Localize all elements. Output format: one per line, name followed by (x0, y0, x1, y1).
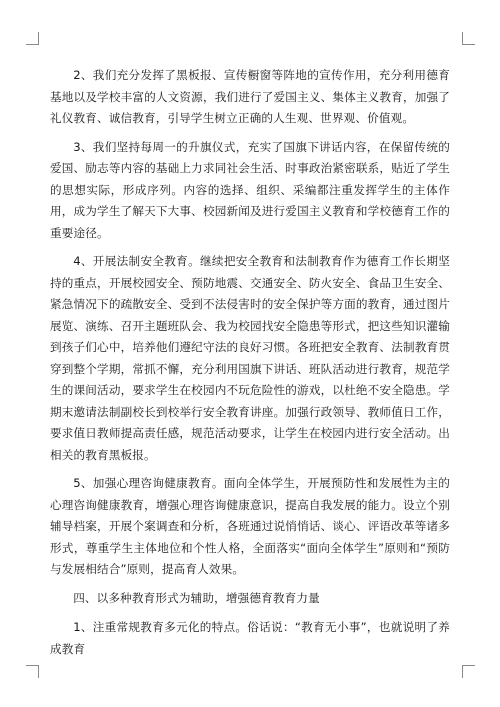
crop-mark-top-right (462, 32, 475, 45)
crop-mark-bottom-left (26, 665, 39, 678)
paragraph-item-5: 5、加强心理咨询健康教育。面向全体学生，开展预防性和发展性为主的心理咨询健康教育，增强心理咨询健康意识，提高自我发展的能力。设立个别辅导档案，开展个案调查和分析，各班通过说悄悄话、谈心、评语改革等诸多形式，尊重学生主体地位和个性人格，全面落实“面向全体学生”原则和“预防与发展相结合”原则，提高育人效果。 (50, 476, 450, 576)
section-heading: 四、以多种教育形式为辅助，增强德育教育力量 (73, 590, 320, 605)
document-body (50, 65, 450, 667)
paragraph-item-2: 2、我们充分发挥了黑板报、宣传橱窗等阵地的宣传作用，充分利用德育基地以及学校丰富的人文资源，我们进行了爱国主义、集体主义教育，加强了礼仪教育、诚信教育，引导学生树立正确的人生观、世界观、价值观。 (50, 68, 450, 125)
paragraph-item-3: 3、我们坚持每周一的升旗仪式，充实了国旗下讲话内容，在保留传统的爱国、励志等内容的基础上力求同社会生活、时事政治紧密联系，贴近了学生的思想实际，形成序列。内容的选择、组织、采编都注重发挥学生的主体作用，成为学生了解天下大事、校园新闻及进行爱国主义教育和学校德育工作的重要途径。 (50, 139, 450, 240)
paragraph-item-4: 4、开展法制安全教育。继续把安全教育和法制教育作为德育工作长期坚持的重点，开展校园安全、预防地震、交通安全、防火安全、食品卫生安全、紧急情况下的疏散安全、受到不法侵害时的安全保护等方面的教育，通过图片展览、演练、召开主题班队会、我为校园找安全隐患等形式，把这些知识灌输到孩子们心中，培养他们遵纪守法的良好习惯。各班把安全教育、法制教育贯穿到整个学期，常抓不懈，充分利用国旗下讲话、班队活动进行教育，规范学生的课间活动，要求学生在校园内不玩危险性的游戏，以杜绝不安全隐患。学期末邀请法制副校长到校举行安全教育讲座。加强行政领导、教师值日工作，要求值日教师提高责任感，规范活动要求，让学生在校园内进行安全活动。出相关的教育黑板报。 (50, 254, 450, 462)
crop-mark-bottom-right (462, 665, 475, 678)
paragraph-item-1: 1、注重常规教育多元化的特点。俗话说：“教育无小事”，也就说明了养成教育 (50, 620, 450, 656)
crop-mark-top-left (26, 32, 39, 45)
